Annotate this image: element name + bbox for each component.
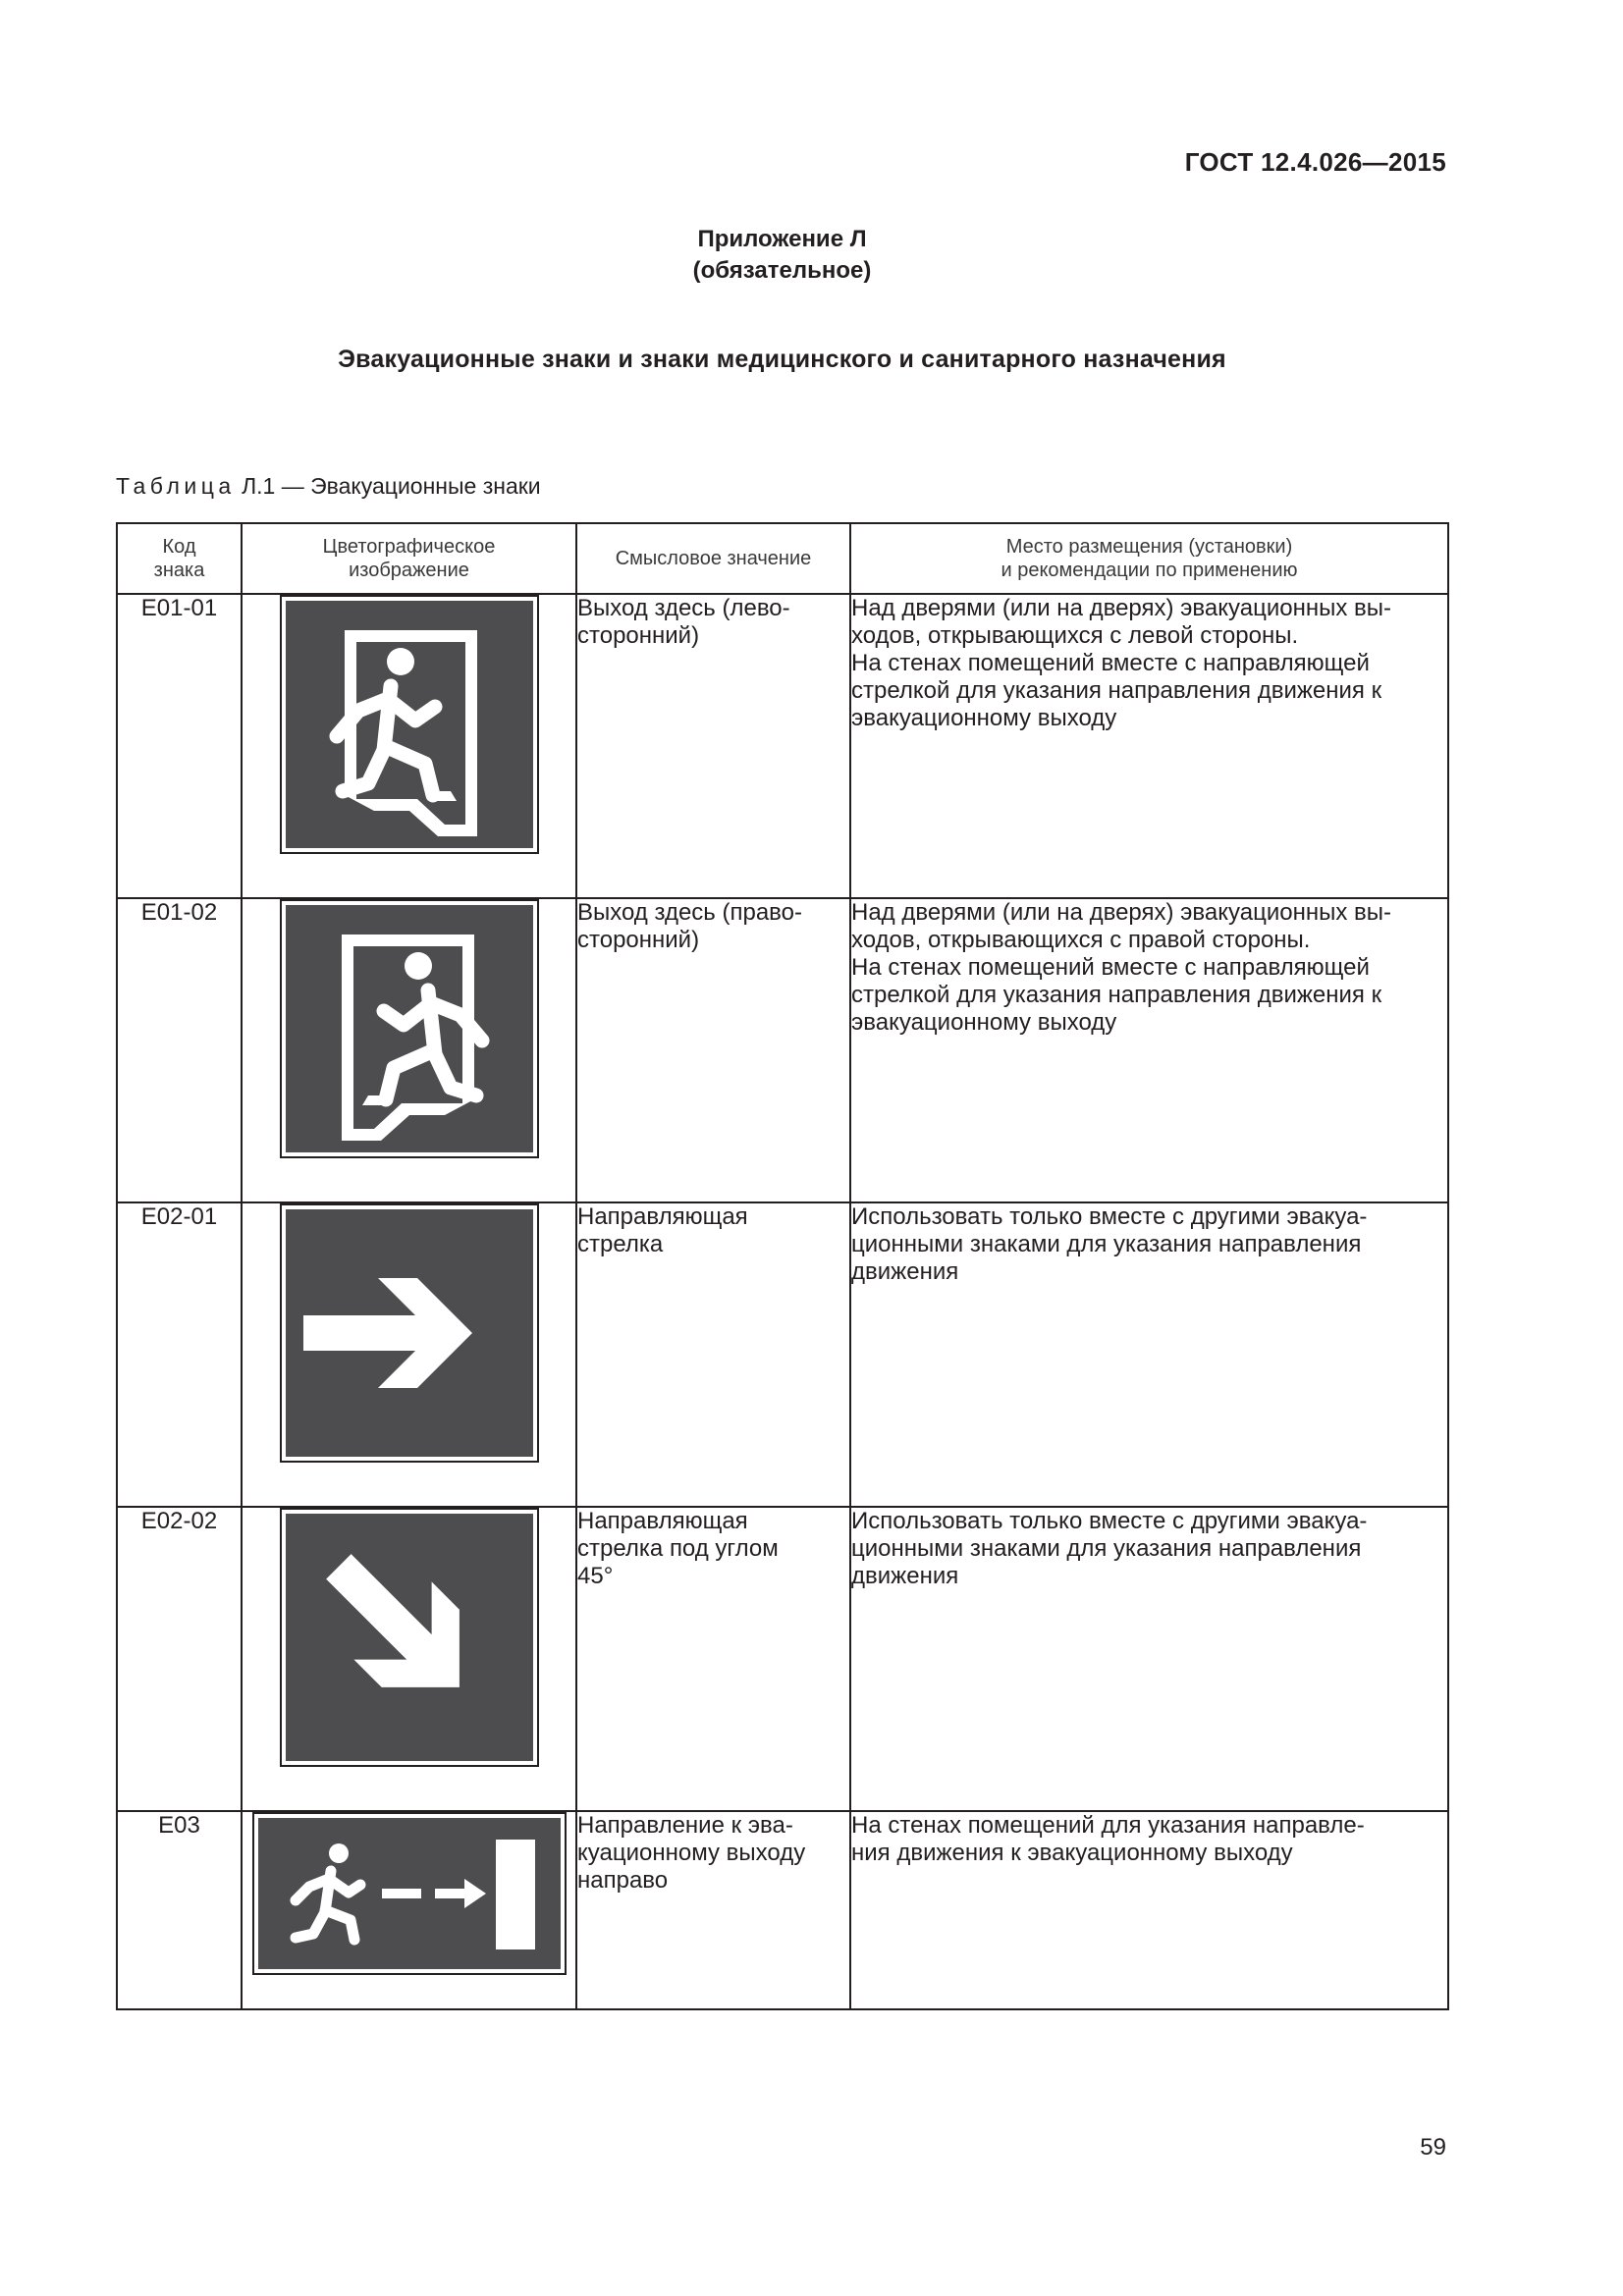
table-row	[117, 1811, 1448, 2009]
sign-placement: Над дверями (или на дверях) эвакуационных вы- ходов, открывающихся с правой стороны. На стенах помещений вместе с направляющей стрелкой для указания направления движения к эвакуационному выходу	[850, 898, 1448, 1202]
header-image: Цветографическое изображение	[242, 523, 576, 594]
table-header-row	[117, 523, 1448, 594]
sign-image-cell	[242, 898, 576, 1202]
arrow-down-right-45-icon	[286, 1514, 533, 1761]
sign-placement: На стенах помещений для указания направле- ния движения к эвакуационному выходу	[850, 1811, 1448, 2009]
exit-direction-right-icon	[258, 1818, 561, 1969]
table-row	[117, 1507, 1448, 1811]
header-meaning: Смысловое значение	[576, 523, 850, 594]
table-caption-text: Л.1 — Эвакуационные знаки	[242, 473, 541, 499]
sign-meaning: Направление к эва- куационному выходу направо	[576, 1811, 850, 2009]
sign-frame	[280, 1508, 539, 1767]
sign-meaning: Выход здесь (право- сторонний)	[576, 898, 850, 1202]
header-placement: Место размещения (установки) и рекомендации по применению	[850, 523, 1448, 594]
sign-placement: Над дверями (или на дверях) эвакуационных вы- ходов, открывающихся с левой стороны. На стенах помещений вместе с направляющей стрелкой для указания направления движения к эвакуационному выходу	[850, 594, 1448, 898]
sign-code: E02-02	[117, 1507, 242, 1811]
table-row	[117, 1202, 1448, 1507]
sign-code: E01-01	[117, 594, 242, 898]
sign-frame	[280, 899, 539, 1158]
sign-code: E02-01	[117, 1202, 242, 1507]
table-caption	[116, 473, 541, 500]
sign-meaning: Выход здесь (лево- сторонний)	[576, 594, 850, 898]
table-row	[117, 594, 1448, 898]
sign-placement: Использовать только вместе с другими эвакуа- ционными знаками для указания направления движения	[850, 1507, 1448, 1811]
sign-frame	[280, 595, 539, 854]
sign-frame	[280, 1203, 539, 1463]
arrow-right-icon	[286, 1209, 533, 1457]
exit-right-running-man-icon	[286, 905, 533, 1152]
page-number: 59	[1420, 2134, 1446, 2161]
table-row	[117, 898, 1448, 1202]
sign-meaning: Направляющая стрелка под углом 45°	[576, 1507, 850, 1811]
sign-image-cell	[242, 1507, 576, 1811]
sign-image-cell	[242, 1811, 576, 2009]
sign-code: E03	[117, 1811, 242, 2009]
table-caption-label: Таблица	[116, 473, 236, 499]
exit-left-running-man-icon	[286, 601, 533, 848]
sign-frame	[252, 1812, 567, 1975]
sign-meaning: Направляющая стрелка	[576, 1202, 850, 1507]
sign-placement: Использовать только вместе с другими эвакуа- ционными знаками для указания направления движения	[850, 1202, 1448, 1507]
standard-code: ГОСТ 12.4.026—2015	[1184, 147, 1446, 177]
appendix-title: Приложение Л	[697, 226, 867, 252]
appendix-heading	[0, 224, 1564, 287]
sign-image-cell	[242, 1202, 576, 1507]
header-code: Код знака	[117, 523, 242, 594]
appendix-status: (обязательное)	[692, 257, 872, 284]
sign-image-cell	[242, 594, 576, 898]
section-title: Эвакуационные знаки и знаки медицинского и санитарного назначения	[338, 346, 1226, 373]
sign-code: E01-02	[117, 898, 242, 1202]
evacuation-signs-table	[116, 522, 1449, 2010]
